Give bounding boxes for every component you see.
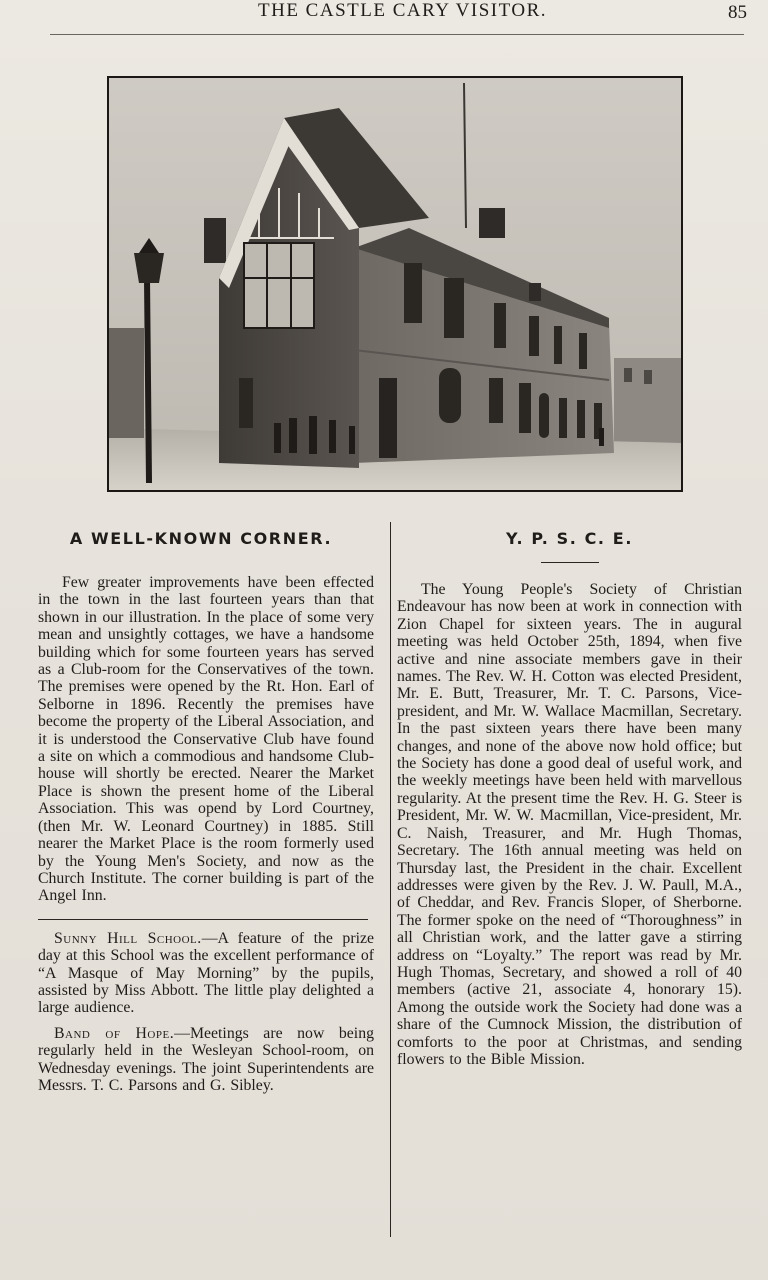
right-column	[397, 528, 742, 1068]
ypsce-article-text: The Young People's Society of Christian Endeavour has now been at work in connection with Zion Chapel for sixteen years. The in augural meeting was held October 25th, 1894, when five active and nine associate members gave in their names. The Rev. W. H. Cotton was elected President, Mr. E. Butt, Treasurer, Mr. T. C. Parsons, Vice-president, and Mr. W. Wallace Macmillan, Secretary. In the past sixteen years there have been many changes, and none of the above now hold office; but the Society has done a good deal of useful work, and the weekly meetings have been held with marvellous regularity. At the present time the Rev. H. G. Steer is President, Mr. W. W. Macmillan, Vice-president, Mr. C. Naish, Treasurer, and Mr. Hugh Thomas, Secretary. The 16th annual meeting was held on Thursday last, the President in the chair. Excellent addresses were given by the Rev. J. W. Paull, M.A., of Cheddar, and Rev. Francis Sloper, of Sherborne. The former spoke on the need of “Thoroughness” in all Christian work, and the latter gave a stirring address on “Loyalty.” The report was read by Mr. Hugh Thomas, Secretary, and showed a roll of 40 members (active 21, associate 4, honorary 15). Among the outside work the Society had done was a share of the Cumnock Mission, the distribution of comforts to the poor at Christmas, and sending flowers to the Bible Mission.	[397, 581, 742, 1068]
band-of-hope-text: —Meetings are now being regularly held in the Wesleyan School-room, on Wednesday evenings. The joint Superintendents are Messrs. T. C. Parsons and G. Sibley.	[38, 1024, 374, 1094]
page-number: 85	[728, 2, 747, 23]
ypsce-heading: Y. P. S. C. E.	[506, 529, 633, 548]
sunny-hill-text: —A feature of the prize day at this School was the excellent performance of “A Masque of May Morning” by the pupils, assisted by Miss Abbott. The little play delighted a large audience.	[38, 929, 374, 1017]
column-divider	[390, 522, 391, 1237]
section-rule	[38, 919, 368, 920]
band-of-hope-lead: Band of Hope.	[54, 1024, 175, 1042]
sunny-hill-paragraph	[38, 930, 374, 1017]
left-column	[38, 528, 374, 1094]
corner-article-heading: A WELL-KNOWN CORNER.	[69, 529, 333, 548]
header-rule	[50, 34, 744, 35]
running-head: THE CASTLE CARY VISITOR.	[258, 0, 548, 21]
heading-rule	[541, 562, 599, 563]
sunny-hill-lead: Sunny Hill School.	[54, 929, 202, 947]
corner-building-photo	[107, 76, 683, 492]
photo-illustration	[109, 78, 681, 490]
band-of-hope-paragraph	[38, 1025, 374, 1095]
corner-article-text: Few greater improvements have been effected in the town in the last fourteen years than that shown in our illustration. In the place of some very mean and unsightly cottages, we have a handsome building which for some fourteen years has served as a Club-room for the Conservatives of the town. The premises were opened by the Rt. Hon. Earl of Selborne in 1896. Recently the premises have become the property of the Liberal Association, and it is understood the Conservative Club have found a site on which a commodious and handsome Club-house will shortly be erected. Nearer the Market Place is shown the present home of the Liberal Association. This was opend by Lord Courtney, (then Mr. W. Leonard Courtney) in 1885. Still nearer the Market Place is the room formerly used by the Young Men's Society, and now as the Church Institute. The corner building is part of the Angel Inn.	[38, 574, 374, 905]
